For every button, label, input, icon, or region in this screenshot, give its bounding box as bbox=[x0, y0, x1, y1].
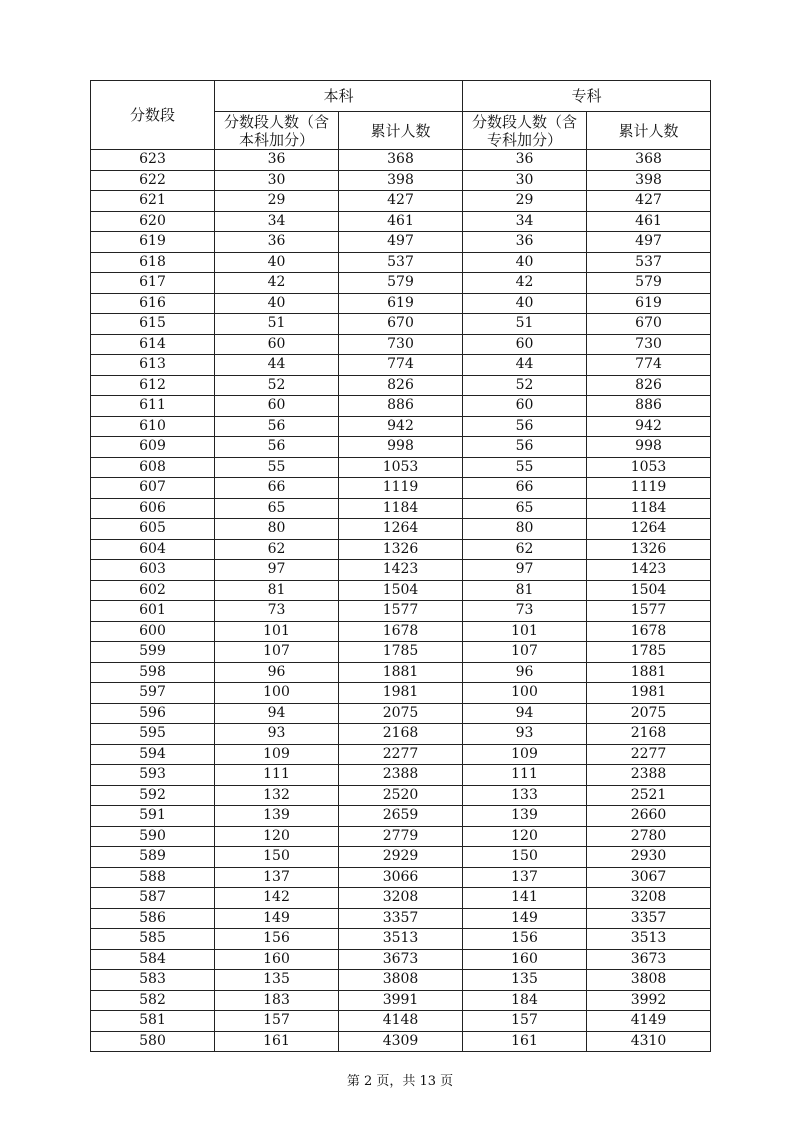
cell-undergrad-cumulative: 579 bbox=[339, 273, 463, 294]
cell-undergrad-count: 139 bbox=[215, 806, 339, 827]
cell-undergrad-cumulative: 670 bbox=[339, 314, 463, 335]
page-footer: 第 2 页，共 13 页 bbox=[346, 1074, 454, 1089]
cell-vocational-count: 133 bbox=[463, 785, 587, 806]
cell-undergrad-count: 36 bbox=[215, 150, 339, 171]
cell-vocational-cumulative: 1577 bbox=[587, 601, 711, 622]
cell-undergrad-count: 55 bbox=[215, 457, 339, 478]
cell-vocational-count: 40 bbox=[463, 252, 587, 273]
cell-vocational-cumulative: 670 bbox=[587, 314, 711, 335]
cell-undergrad-count: 93 bbox=[215, 724, 339, 745]
cell-vocational-cumulative: 998 bbox=[587, 437, 711, 458]
cell-undergrad-count: 60 bbox=[215, 334, 339, 355]
table-row bbox=[91, 355, 711, 376]
cell-vocational-count: 161 bbox=[463, 1031, 587, 1052]
cell-score: 595 bbox=[91, 724, 215, 745]
cell-score: 588 bbox=[91, 867, 215, 888]
cell-vocational-cumulative: 497 bbox=[587, 232, 711, 253]
cell-vocational-count: 44 bbox=[463, 355, 587, 376]
cell-vocational-cumulative: 3357 bbox=[587, 908, 711, 929]
table-row bbox=[91, 539, 711, 560]
cell-score: 597 bbox=[91, 683, 215, 704]
cell-undergrad-cumulative: 826 bbox=[339, 375, 463, 396]
header-undergrad: 本科 bbox=[215, 81, 463, 112]
table-row bbox=[91, 806, 711, 827]
cell-vocational-cumulative: 3673 bbox=[587, 949, 711, 970]
cell-vocational-count: 51 bbox=[463, 314, 587, 335]
cell-score: 608 bbox=[91, 457, 215, 478]
cell-undergrad-cumulative: 368 bbox=[339, 150, 463, 171]
cell-vocational-count: 34 bbox=[463, 211, 587, 232]
cell-vocational-cumulative: 2075 bbox=[587, 703, 711, 724]
table-row bbox=[91, 847, 711, 868]
cell-vocational-count: 97 bbox=[463, 560, 587, 581]
table-row bbox=[91, 478, 711, 499]
cell-vocational-count: 156 bbox=[463, 929, 587, 950]
cell-undergrad-cumulative: 427 bbox=[339, 191, 463, 212]
cell-undergrad-cumulative: 3066 bbox=[339, 867, 463, 888]
header-undergrad-count: 分数段人数（含本科加分） bbox=[215, 112, 339, 150]
header-vocational-cumulative: 累计人数 bbox=[587, 112, 711, 150]
cell-score: 618 bbox=[91, 252, 215, 273]
cell-vocational-count: 100 bbox=[463, 683, 587, 704]
cell-vocational-cumulative: 1423 bbox=[587, 560, 711, 581]
cell-undergrad-count: 137 bbox=[215, 867, 339, 888]
cell-score: 609 bbox=[91, 437, 215, 458]
cell-undergrad-cumulative: 886 bbox=[339, 396, 463, 417]
cell-undergrad-count: 44 bbox=[215, 355, 339, 376]
cell-undergrad-cumulative: 2659 bbox=[339, 806, 463, 827]
cell-undergrad-cumulative: 1881 bbox=[339, 662, 463, 683]
table-row bbox=[91, 765, 711, 786]
cell-vocational-cumulative: 774 bbox=[587, 355, 711, 376]
cell-undergrad-cumulative: 2277 bbox=[339, 744, 463, 765]
cell-score: 583 bbox=[91, 970, 215, 991]
cell-undergrad-count: 51 bbox=[215, 314, 339, 335]
cell-undergrad-cumulative: 2929 bbox=[339, 847, 463, 868]
cell-vocational-cumulative: 579 bbox=[587, 273, 711, 294]
cell-undergrad-count: 160 bbox=[215, 949, 339, 970]
cell-score: 591 bbox=[91, 806, 215, 827]
table-row bbox=[91, 211, 711, 232]
cell-vocational-cumulative: 4149 bbox=[587, 1011, 711, 1032]
cell-score: 617 bbox=[91, 273, 215, 294]
cell-undergrad-cumulative: 1053 bbox=[339, 457, 463, 478]
cell-vocational-count: 137 bbox=[463, 867, 587, 888]
cell-score: 611 bbox=[91, 396, 215, 417]
cell-vocational-cumulative: 3992 bbox=[587, 990, 711, 1011]
cell-score: 620 bbox=[91, 211, 215, 232]
cell-vocational-cumulative: 619 bbox=[587, 293, 711, 314]
cell-undergrad-count: 80 bbox=[215, 519, 339, 540]
table-row bbox=[91, 990, 711, 1011]
cell-score: 615 bbox=[91, 314, 215, 335]
cell-vocational-cumulative: 2780 bbox=[587, 826, 711, 847]
table-row bbox=[91, 498, 711, 519]
cell-undergrad-count: 97 bbox=[215, 560, 339, 581]
cell-undergrad-cumulative: 3991 bbox=[339, 990, 463, 1011]
cell-undergrad-cumulative: 2520 bbox=[339, 785, 463, 806]
cell-undergrad-count: 73 bbox=[215, 601, 339, 622]
cell-score: 582 bbox=[91, 990, 215, 1011]
cell-undergrad-count: 100 bbox=[215, 683, 339, 704]
cell-undergrad-cumulative: 1981 bbox=[339, 683, 463, 704]
table-row bbox=[91, 826, 711, 847]
cell-score: 596 bbox=[91, 703, 215, 724]
cell-undergrad-cumulative: 497 bbox=[339, 232, 463, 253]
table-row bbox=[91, 293, 711, 314]
cell-vocational-cumulative: 886 bbox=[587, 396, 711, 417]
cell-undergrad-count: 96 bbox=[215, 662, 339, 683]
table-row bbox=[91, 273, 711, 294]
cell-vocational-cumulative: 2168 bbox=[587, 724, 711, 745]
cell-vocational-count: 55 bbox=[463, 457, 587, 478]
cell-vocational-cumulative: 1678 bbox=[587, 621, 711, 642]
cell-undergrad-cumulative: 3208 bbox=[339, 888, 463, 909]
table-row bbox=[91, 457, 711, 478]
table-row bbox=[91, 601, 711, 622]
cell-undergrad-count: 94 bbox=[215, 703, 339, 724]
cell-undergrad-count: 34 bbox=[215, 211, 339, 232]
cell-score: 598 bbox=[91, 662, 215, 683]
cell-vocational-count: 60 bbox=[463, 396, 587, 417]
cell-undergrad-cumulative: 3808 bbox=[339, 970, 463, 991]
cell-undergrad-count: 150 bbox=[215, 847, 339, 868]
table-row bbox=[91, 662, 711, 683]
cell-vocational-count: 73 bbox=[463, 601, 587, 622]
cell-undergrad-count: 132 bbox=[215, 785, 339, 806]
table-body bbox=[91, 150, 711, 1052]
cell-undergrad-count: 157 bbox=[215, 1011, 339, 1032]
cell-undergrad-cumulative: 998 bbox=[339, 437, 463, 458]
cell-vocational-cumulative: 3513 bbox=[587, 929, 711, 950]
cell-vocational-cumulative: 826 bbox=[587, 375, 711, 396]
cell-undergrad-cumulative: 3357 bbox=[339, 908, 463, 929]
cell-undergrad-count: 56 bbox=[215, 416, 339, 437]
cell-vocational-count: 60 bbox=[463, 334, 587, 355]
cell-vocational-cumulative: 3808 bbox=[587, 970, 711, 991]
cell-undergrad-count: 40 bbox=[215, 293, 339, 314]
cell-vocational-count: 40 bbox=[463, 293, 587, 314]
cell-vocational-cumulative: 1785 bbox=[587, 642, 711, 663]
table-row bbox=[91, 970, 711, 991]
cell-undergrad-cumulative: 942 bbox=[339, 416, 463, 437]
cell-undergrad-count: 56 bbox=[215, 437, 339, 458]
cell-score: 607 bbox=[91, 478, 215, 499]
header-row-top bbox=[91, 81, 711, 112]
cell-vocational-cumulative: 1326 bbox=[587, 539, 711, 560]
cell-undergrad-count: 109 bbox=[215, 744, 339, 765]
cell-undergrad-count: 30 bbox=[215, 170, 339, 191]
cell-undergrad-count: 40 bbox=[215, 252, 339, 273]
cell-score: 599 bbox=[91, 642, 215, 663]
cell-vocational-count: 135 bbox=[463, 970, 587, 991]
table-row bbox=[91, 785, 711, 806]
cell-undergrad-count: 62 bbox=[215, 539, 339, 560]
cell-vocational-cumulative: 2388 bbox=[587, 765, 711, 786]
table-row bbox=[91, 396, 711, 417]
cell-undergrad-count: 42 bbox=[215, 273, 339, 294]
cell-score: 589 bbox=[91, 847, 215, 868]
cell-undergrad-count: 149 bbox=[215, 908, 339, 929]
cell-undergrad-count: 142 bbox=[215, 888, 339, 909]
cell-undergrad-cumulative: 1678 bbox=[339, 621, 463, 642]
cell-vocational-count: 141 bbox=[463, 888, 587, 909]
table-row bbox=[91, 929, 711, 950]
cell-undergrad-count: 120 bbox=[215, 826, 339, 847]
cell-undergrad-cumulative: 1577 bbox=[339, 601, 463, 622]
cell-vocational-cumulative: 2930 bbox=[587, 847, 711, 868]
cell-score: 616 bbox=[91, 293, 215, 314]
cell-vocational-cumulative: 427 bbox=[587, 191, 711, 212]
cell-score: 592 bbox=[91, 785, 215, 806]
cell-vocational-count: 120 bbox=[463, 826, 587, 847]
cell-vocational-count: 66 bbox=[463, 478, 587, 499]
cell-vocational-count: 36 bbox=[463, 150, 587, 171]
cell-undergrad-cumulative: 398 bbox=[339, 170, 463, 191]
table-row bbox=[91, 375, 711, 396]
cell-vocational-count: 80 bbox=[463, 519, 587, 540]
cell-vocational-count: 109 bbox=[463, 744, 587, 765]
table-row bbox=[91, 150, 711, 171]
cell-vocational-count: 184 bbox=[463, 990, 587, 1011]
cell-undergrad-cumulative: 3513 bbox=[339, 929, 463, 950]
cell-undergrad-cumulative: 461 bbox=[339, 211, 463, 232]
table-row bbox=[91, 1031, 711, 1052]
table-row bbox=[91, 683, 711, 704]
table-row bbox=[91, 908, 711, 929]
cell-undergrad-count: 183 bbox=[215, 990, 339, 1011]
table-row bbox=[91, 949, 711, 970]
table-row bbox=[91, 580, 711, 601]
cell-vocational-cumulative: 1981 bbox=[587, 683, 711, 704]
cell-undergrad-count: 65 bbox=[215, 498, 339, 519]
header-undergrad-cumulative: 累计人数 bbox=[339, 112, 463, 150]
cell-undergrad-cumulative: 1119 bbox=[339, 478, 463, 499]
cell-undergrad-cumulative: 730 bbox=[339, 334, 463, 355]
table-row bbox=[91, 170, 711, 191]
cell-vocational-cumulative: 2277 bbox=[587, 744, 711, 765]
cell-vocational-count: 139 bbox=[463, 806, 587, 827]
cell-score: 594 bbox=[91, 744, 215, 765]
cell-vocational-count: 150 bbox=[463, 847, 587, 868]
cell-vocational-count: 36 bbox=[463, 232, 587, 253]
cell-undergrad-count: 111 bbox=[215, 765, 339, 786]
cell-score: 604 bbox=[91, 539, 215, 560]
table-row bbox=[91, 642, 711, 663]
table-row bbox=[91, 252, 711, 273]
cell-score: 613 bbox=[91, 355, 215, 376]
table-row bbox=[91, 232, 711, 253]
cell-vocational-count: 29 bbox=[463, 191, 587, 212]
cell-vocational-count: 101 bbox=[463, 621, 587, 642]
cell-score: 593 bbox=[91, 765, 215, 786]
cell-vocational-cumulative: 1184 bbox=[587, 498, 711, 519]
table-row bbox=[91, 744, 711, 765]
header-score-band: 分数段 bbox=[91, 81, 215, 150]
cell-undergrad-cumulative: 1264 bbox=[339, 519, 463, 540]
cell-vocational-count: 96 bbox=[463, 662, 587, 683]
cell-vocational-cumulative: 942 bbox=[587, 416, 711, 437]
table-row bbox=[91, 437, 711, 458]
score-distribution-table bbox=[90, 80, 711, 1052]
cell-vocational-cumulative: 2660 bbox=[587, 806, 711, 827]
cell-vocational-count: 157 bbox=[463, 1011, 587, 1032]
cell-vocational-count: 81 bbox=[463, 580, 587, 601]
cell-vocational-count: 65 bbox=[463, 498, 587, 519]
cell-vocational-count: 94 bbox=[463, 703, 587, 724]
table-row bbox=[91, 334, 711, 355]
cell-vocational-cumulative: 398 bbox=[587, 170, 711, 191]
table-header bbox=[91, 81, 711, 150]
cell-score: 614 bbox=[91, 334, 215, 355]
cell-undergrad-count: 36 bbox=[215, 232, 339, 253]
cell-score: 601 bbox=[91, 601, 215, 622]
cell-vocational-cumulative: 1504 bbox=[587, 580, 711, 601]
cell-vocational-count: 52 bbox=[463, 375, 587, 396]
cell-score: 606 bbox=[91, 498, 215, 519]
table-row bbox=[91, 888, 711, 909]
table-row bbox=[91, 1011, 711, 1032]
cell-undergrad-cumulative: 3673 bbox=[339, 949, 463, 970]
cell-undergrad-cumulative: 2779 bbox=[339, 826, 463, 847]
cell-undergrad-count: 161 bbox=[215, 1031, 339, 1052]
cell-score: 586 bbox=[91, 908, 215, 929]
cell-vocational-count: 111 bbox=[463, 765, 587, 786]
cell-score: 587 bbox=[91, 888, 215, 909]
table-row bbox=[91, 560, 711, 581]
cell-undergrad-cumulative: 1785 bbox=[339, 642, 463, 663]
cell-undergrad-count: 81 bbox=[215, 580, 339, 601]
cell-vocational-cumulative: 3067 bbox=[587, 867, 711, 888]
cell-vocational-cumulative: 537 bbox=[587, 252, 711, 273]
cell-undergrad-cumulative: 619 bbox=[339, 293, 463, 314]
cell-score: 585 bbox=[91, 929, 215, 950]
cell-undergrad-count: 29 bbox=[215, 191, 339, 212]
cell-undergrad-cumulative: 2075 bbox=[339, 703, 463, 724]
table-row bbox=[91, 724, 711, 745]
cell-undergrad-count: 60 bbox=[215, 396, 339, 417]
table-row bbox=[91, 191, 711, 212]
table-row bbox=[91, 416, 711, 437]
cell-undergrad-cumulative: 1504 bbox=[339, 580, 463, 601]
cell-score: 612 bbox=[91, 375, 215, 396]
cell-undergrad-cumulative: 1184 bbox=[339, 498, 463, 519]
cell-vocational-cumulative: 1264 bbox=[587, 519, 711, 540]
table-row bbox=[91, 519, 711, 540]
cell-vocational-count: 56 bbox=[463, 437, 587, 458]
cell-score: 581 bbox=[91, 1011, 215, 1032]
cell-vocational-count: 56 bbox=[463, 416, 587, 437]
cell-score: 580 bbox=[91, 1031, 215, 1052]
cell-undergrad-count: 52 bbox=[215, 375, 339, 396]
cell-score: 605 bbox=[91, 519, 215, 540]
cell-score: 623 bbox=[91, 150, 215, 171]
cell-vocational-cumulative: 1053 bbox=[587, 457, 711, 478]
cell-vocational-count: 93 bbox=[463, 724, 587, 745]
cell-undergrad-cumulative: 2168 bbox=[339, 724, 463, 745]
cell-vocational-count: 62 bbox=[463, 539, 587, 560]
header-vocational-count: 分数段人数（含专科加分） bbox=[463, 112, 587, 150]
cell-vocational-count: 30 bbox=[463, 170, 587, 191]
cell-vocational-cumulative: 461 bbox=[587, 211, 711, 232]
cell-score: 590 bbox=[91, 826, 215, 847]
cell-undergrad-count: 107 bbox=[215, 642, 339, 663]
table-row bbox=[91, 314, 711, 335]
cell-score: 584 bbox=[91, 949, 215, 970]
cell-score: 619 bbox=[91, 232, 215, 253]
cell-vocational-count: 107 bbox=[463, 642, 587, 663]
cell-undergrad-cumulative: 537 bbox=[339, 252, 463, 273]
cell-undergrad-cumulative: 774 bbox=[339, 355, 463, 376]
cell-vocational-count: 160 bbox=[463, 949, 587, 970]
cell-score: 621 bbox=[91, 191, 215, 212]
cell-vocational-count: 42 bbox=[463, 273, 587, 294]
table-row bbox=[91, 867, 711, 888]
cell-score: 622 bbox=[91, 170, 215, 191]
cell-vocational-cumulative: 4310 bbox=[587, 1031, 711, 1052]
cell-undergrad-cumulative: 1423 bbox=[339, 560, 463, 581]
cell-score: 610 bbox=[91, 416, 215, 437]
cell-score: 600 bbox=[91, 621, 215, 642]
cell-undergrad-count: 135 bbox=[215, 970, 339, 991]
cell-undergrad-cumulative: 4148 bbox=[339, 1011, 463, 1032]
cell-vocational-cumulative: 2521 bbox=[587, 785, 711, 806]
cell-vocational-cumulative: 1881 bbox=[587, 662, 711, 683]
cell-vocational-count: 149 bbox=[463, 908, 587, 929]
cell-score: 602 bbox=[91, 580, 215, 601]
cell-vocational-cumulative: 730 bbox=[587, 334, 711, 355]
cell-undergrad-count: 66 bbox=[215, 478, 339, 499]
cell-undergrad-cumulative: 1326 bbox=[339, 539, 463, 560]
cell-vocational-cumulative: 3208 bbox=[587, 888, 711, 909]
cell-vocational-cumulative: 1119 bbox=[587, 478, 711, 499]
cell-undergrad-count: 101 bbox=[215, 621, 339, 642]
header-vocational: 专科 bbox=[463, 81, 711, 112]
cell-undergrad-cumulative: 4309 bbox=[339, 1031, 463, 1052]
cell-vocational-cumulative: 368 bbox=[587, 150, 711, 171]
table-row bbox=[91, 621, 711, 642]
cell-score: 603 bbox=[91, 560, 215, 581]
cell-undergrad-cumulative: 2388 bbox=[339, 765, 463, 786]
cell-undergrad-count: 156 bbox=[215, 929, 339, 950]
table-row bbox=[91, 703, 711, 724]
